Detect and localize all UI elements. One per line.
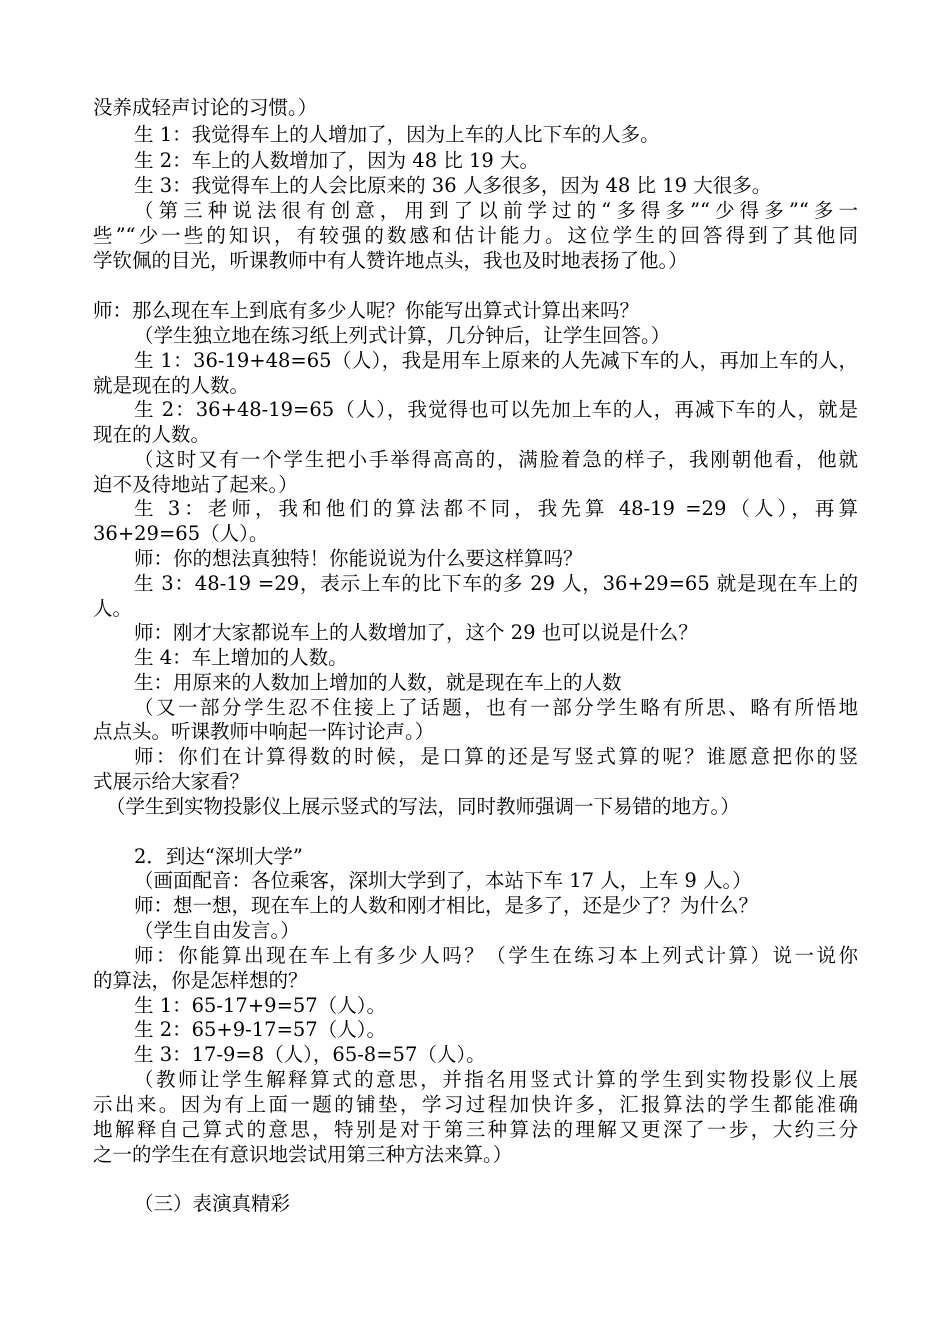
- text-line: 学钦佩的目光，听课教师中有人赞许地点头，我也及时地表扬了他。）: [93, 249, 688, 272]
- text-line: 生 2：36+48-19=65（人），我觉得也可以先加上车的人，再减下车的人，就是: [134, 398, 858, 421]
- section-heading: （三）表演真精彩: [134, 1192, 291, 1215]
- text-line: 些”“少一些的知识，有较强的数感和估计能力。这位学生的回答得到了其他同: [93, 224, 858, 247]
- text-line: 之一的学生在有意识地尝试用第三种方法来算。）: [93, 1143, 513, 1166]
- text-line: 示出来。因为有上面一题的铺垫，学习过程加快许多，汇报算法的学生都能准确: [93, 1093, 858, 1116]
- text-line: （学生独立地在练习纸上列式计算，几分钟后，让学生回答。）: [134, 324, 671, 347]
- text-line: 生：用原来的人数加上增加的人数，就是现在车上的人数: [134, 671, 622, 694]
- text-line: 师：那么现在车上到底有多少人呢？你能写出算式计算出来吗？: [93, 299, 640, 322]
- text-line: 生 3：48-19 =29，表示上车的比下车的多 29 人，36+29=65 就是现在车上的: [134, 572, 858, 595]
- text-line: 生 1：我觉得车上的人增加了，因为上车的人比下车的人多。: [134, 123, 660, 146]
- text-line: 师：你能算出现在车上有多少人吗？（学生在练习本上列式计算）说一说你: [134, 944, 858, 967]
- text-line: （画面配音：各位乘客，深圳大学到了，本站下车 17 人，上车 9 人。）: [134, 869, 752, 892]
- text-line: 式展示给大家看？: [93, 770, 250, 793]
- text-line: （教师让学生解释算式的意思，并指名用竖式计算的学生到实物投影仪上展: [134, 1068, 858, 1091]
- text-line: 点点头。听课教师中响起一阵讨论声。）: [93, 720, 435, 743]
- text-line: 迫不及待地站了起来。）: [93, 473, 298, 496]
- text-line: 现在的人数。: [93, 423, 211, 446]
- text-line: 师：你的想法真独特！你能说说为什么要这样算吗？: [134, 547, 583, 570]
- text-line: 师：想一想，现在车上的人数和刚才相比，是多了，还是少了？为什么？: [134, 894, 759, 917]
- text-line: 人。: [93, 597, 133, 620]
- text-line: 地解释自己算式的意思，特别是对于第三种算法的理解又更深了一步，大约三分: [93, 1118, 858, 1141]
- text-line: 36+29=65（人）。: [93, 522, 269, 545]
- text-line: 师：你们在计算得数的时候，是口算的还是写竖式算的呢？谁愿意把你的竖: [134, 745, 858, 768]
- text-line: （学生到实物投影仪上展示竖式的写法，同时教师强调一下易错的地方。）: [106, 795, 740, 818]
- text-line: （这时又有一个学生把小手举得高高的，满脸着急的样子，我刚朝他看，他就: [134, 448, 858, 471]
- text-line: 生 3：老师，我和他们的算法都不同，我先算 48-19 =29（人），再算: [134, 497, 858, 520]
- text-line: 没养成轻声讨论的习惯。）: [93, 96, 318, 119]
- text-line: 就是现在的人数。: [93, 374, 250, 397]
- text-line: 生 2：65+9-17=57（人）。: [134, 1018, 386, 1041]
- text-line: 生 3：17-9=8（人），65-8=57（人）。: [134, 1043, 486, 1066]
- text-line: 生 4：车上增加的人数。: [134, 646, 348, 669]
- text-line: 生 1：36-19+48=65（人），我是用车上原来的人先减下车的人，再加上车的人，: [134, 349, 858, 372]
- text-line: 师：刚才大家都说车上的人数增加了，这个 29 也可以说是什么？: [134, 621, 698, 644]
- text-line: （又一部分学生忍不住接上了话题，也有一部分学生略有所思、略有所悟地: [134, 696, 858, 719]
- text-line: 生 2：车上的人数增加了，因为 48 比 19 大。: [134, 149, 540, 172]
- text-line: （第三种说法很有创意，用到了以前学过的“多得多”“少得多”“多一: [134, 199, 858, 222]
- text-line: 的算法，你是怎样想的？: [93, 969, 308, 992]
- section-heading: 2．到达“深圳大学”: [134, 845, 303, 868]
- text-line: （学生自由发言。）: [134, 919, 300, 942]
- text-line: 生 3：我觉得车上的人会比原来的 36 人多很多，因为 48 比 19 大很多。: [134, 174, 772, 197]
- text-line: 生 1：65-17+9=57（人）。: [134, 994, 386, 1017]
